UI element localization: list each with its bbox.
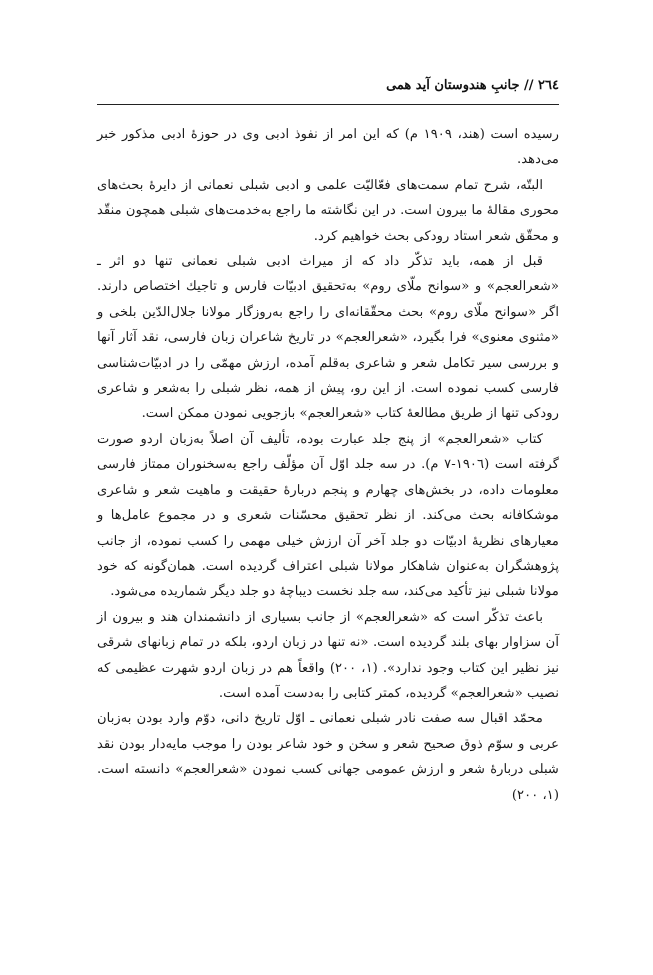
paragraph: باعث تذكّر است كه «شعرالعجم» از جانب بسيارى از دانشمندان هند و بيرون از آن سزاوار بهاى بلند گرديده است. «نه تنها در زبان اردو، بلكه در تمام زبانهاى شرقى نيز نظير اين كتاب وجود ندارد». (١، ٢٠٠) واقعاً هم در زبان اردو شهرت عظيمى كه نصيب «شعرالعجم» گرديده، كمتر كتابى را به‌دست آمده است. bbox=[97, 609, 559, 701]
paragraph: محمّد اقبال سه صفت نادر شبلى نعمانى ـ اوّل تاريخ دانى، دوّم وارد بودن به‌زبان عربى و سوّم ذوق صحيح شعر و سخن و خود شاعر بودن را موجب مايه‌دار بودن نقد شبلى دربارۀ شعر و ارزش عمومى جهانى كسب نمودن «شعرالعجم» دانسته است. (١، ٢٠٠) bbox=[97, 711, 559, 803]
header-rule bbox=[97, 104, 559, 105]
running-head: ٢٦٤ // جانبِ هندوستان آيد همى bbox=[386, 78, 559, 93]
paragraph: البتّه، شرح تمام سمت‌هاى فعّاليّت علمى و ادبى شبلى نعمانى از دايرۀ بحث‌هاى محورى مقالۀ ما بيرون است. در اين نگاشته ما راجع به‌خدمت‌هاى شبلى همچون منقّد و محقّق شعر استاد رودكى بحث خواهيم كرد. bbox=[97, 177, 559, 244]
paragraph-continuation: رسيده است (هند، ١٩٠٩ م) كه اين امر از نفوذ ادبى وى در حوزۀ ادبى مذكور خبر مى‌دهد. bbox=[97, 127, 559, 168]
paragraph: قبل از همه، بايد تذكّر داد كه از ميراث ادبى شبلى نعمانى تنها دو اثر ـ «شعرالعجم» و «سوانح ملّاى روم» به‌تحقيق ادبيّات فارس و تاجيك اختصاص دارند. اگر «سوانح ملّاى روم» بحث محقّقانه‌اى را راجع به‌روزگار مولانا جلال‌الدّين بلخى و «مثنوى معنوى» فرا بگيرد، «شعرالعجم» در تاريخ شاعران زبان فارسى، نقد آثار آنها و بررسى سير تكامل شعر و شاعرى به‌قلم آمده، ارزش مهمّى را در ادبيّات‌شناسى فارسى كسب نموده است. از اين رو، پيش از همه، نظر شبلى را به‌شعر و شاعرى رودكى تنها از طريق مطالعۀ كتاب «شعرالعجم» بازجويى نمودن ممكن است. bbox=[97, 254, 559, 422]
paragraph: كتاب «شعرالعجم» از پنج جلد عبارت بوده، تأليف آن اصلاً به‌زبان اردو صورت گرفته است (١٩٠٦-٧ م). در سه جلد اوّل آن مؤلّف راجع به‌سخنوران ممتاز فارسى معلومات داده، در بخش‌هاى چهارم و پنجم دربارۀ حقيقت و ماهيت شعر و شاعرى موشكافانه بحث مى‌كند. از نظر تحقيق محسّنات شعرى و در مجموع عامل‌ها و معيارهاى نظريۀ ادبيّات دو جلد آخر آن ارزش خيلى مهمى را كسب نموده، از جانب پژوهشگران به‌عنوان شاهكار مولانا شبلى اعتراف گرديده است. همان‌گونه كه خود مولانا شبلى نيز تأكيد مى‌كند، سه جلد نخست ديباچۀ دو جلد ديگر شماريده مى‌شود. bbox=[97, 431, 559, 600]
body-text bbox=[97, 122, 559, 808]
